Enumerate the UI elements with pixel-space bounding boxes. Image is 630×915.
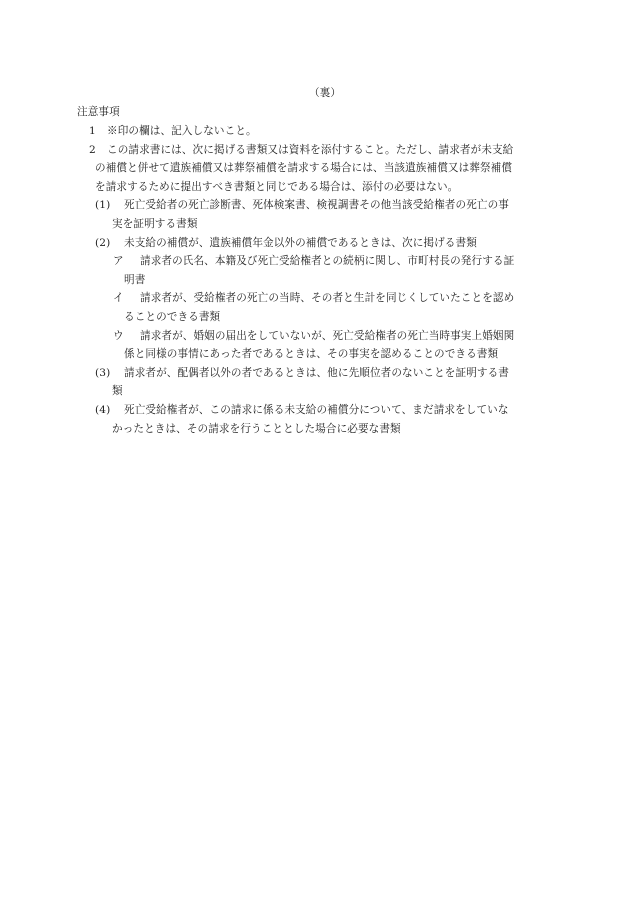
sub-item-2 xyxy=(0,234,630,253)
sub-item-3 xyxy=(0,364,630,383)
sub-item-number: (1) xyxy=(95,199,111,212)
sub-item-1-cont xyxy=(0,215,630,234)
note-item-1 xyxy=(0,122,630,141)
sub-item-4 xyxy=(0,401,630,420)
note-text-line: ※印の欄は、記入しないこと。 xyxy=(107,125,257,137)
sub-item-text-line: 死亡受給者の死亡診断書、死体検案書、検視調書その他当該受給権者の死亡の事 xyxy=(124,199,509,212)
note-text-line: を請求するために提出すべき書類と同じである場合は、添付の必要はない。 xyxy=(95,180,459,193)
sub-item-3-cont xyxy=(0,382,630,401)
sub-sub-item-text-line: 請求者の氏名、本籍及び死亡受給権者との続柄に関し、市町村長の発行する証 xyxy=(140,255,515,268)
sub-item-text-line: 類 xyxy=(112,385,123,398)
sub-sub-item-text-line: 請求者が、受給権者の死亡の当時、その者と生計を同じくしていたことを認め xyxy=(140,292,515,305)
sub-item-text-line: かったときは、その請求を行うこととした場合に必要な書類 xyxy=(112,422,401,435)
note-text-line: この請求書には、次に掲げる書類又は資料を添付すること。ただし、請求者が未支給 xyxy=(107,143,514,156)
sub-item-1 xyxy=(0,196,630,215)
sub-item-text-line: 実を証明する書類 xyxy=(112,217,198,230)
sub-item-number: (2) xyxy=(95,236,111,249)
sub-sub-item-a-cont xyxy=(0,271,630,290)
sub-item-4-cont xyxy=(0,420,630,439)
section-title: 注意事項 xyxy=(77,106,120,118)
sub-item-number: (4) xyxy=(95,403,111,416)
sub-sub-item-number: ウ xyxy=(113,329,124,342)
note-text-line: の補償と併せて遺族補償又は葬祭補償を請求する場合には、当該遺族補償又は葬祭補償 xyxy=(95,162,513,175)
notes-body xyxy=(0,122,630,438)
sub-item-text-line: 請求者が、配偶者以外の者であるときは、他に先順位者のないことを証明する書 xyxy=(124,366,509,379)
sub-sub-item-text-line: 請求者が、婚姻の届出をしていないが、死亡受給権者の死亡当時事実上婚姻関 xyxy=(140,329,515,342)
sub-sub-item-u xyxy=(0,327,630,346)
sub-sub-item-number: ア xyxy=(113,255,124,268)
sub-item-text-line: 未支給の補償が、遺族補償年金以外の補償であるときは、次に掲げる書類 xyxy=(124,236,477,249)
sub-sub-item-number: イ xyxy=(113,292,124,305)
note-number: 2 xyxy=(89,143,96,156)
sub-sub-item-i-cont xyxy=(0,308,630,327)
sub-sub-item-u-cont xyxy=(0,345,630,364)
sub-item-number: (3) xyxy=(95,366,111,379)
sub-sub-item-text-line: 明書 xyxy=(124,273,146,286)
sub-sub-item-a xyxy=(0,252,630,271)
note-item-2-cont xyxy=(0,178,630,197)
sub-sub-item-i xyxy=(0,289,630,308)
note-item-2 xyxy=(0,141,630,160)
note-number: 1 xyxy=(89,125,96,137)
reverse-side-label: （裏） xyxy=(308,87,342,99)
sub-sub-item-text-line: ることのできる書類 xyxy=(124,310,221,323)
sub-sub-item-text-line: 係と同様の事情にあった者であるときは、その事実を認めることのできる書類 xyxy=(124,348,499,361)
sub-item-text-line: 死亡受給権者が、この請求に係る未支給の補償分について、まだ請求をしていな xyxy=(124,403,509,416)
note-item-2-cont xyxy=(0,159,630,178)
